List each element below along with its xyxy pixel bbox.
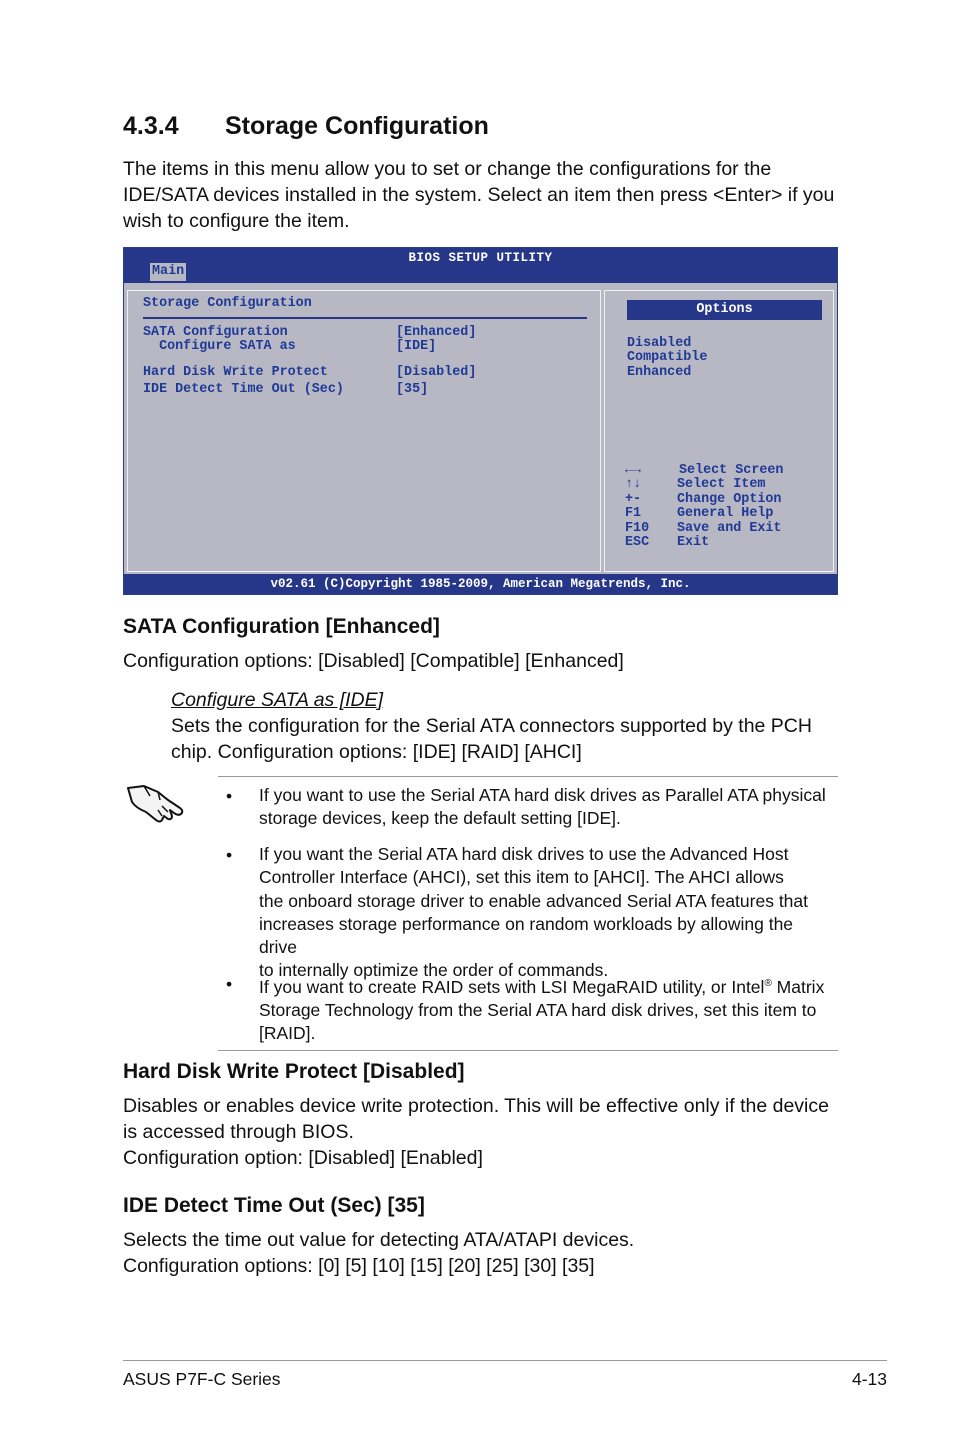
configure-sata-line: chip. Configuration options: [IDE] [RAID] [AHCI] [171, 741, 582, 763]
hdwp-line: is accessed through BIOS. [123, 1121, 354, 1143]
note-line: increases storage performance on random workloads by allowing the drive [259, 913, 794, 958]
bios-key-f1: F1 [625, 506, 642, 521]
note-bullet: • [226, 845, 233, 865]
footer-rule [123, 1360, 887, 1361]
bios-key-action: Select Screen [679, 463, 784, 478]
ide-timeout-line: Selects the time out value for detecting ATA/ATAPI devices. [123, 1229, 635, 1251]
bios-copyright-footer: v02.61 (C)Copyright 1985-2009, American Megatrends, Inc. [124, 574, 837, 594]
registered-mark: ® [764, 978, 772, 989]
bios-key-action: Select Item [677, 477, 766, 492]
hdwp-line: Configuration option: [Disabled] [Enabled] [123, 1147, 483, 1169]
note-line: [RAID]. [259, 1023, 316, 1044]
note-line: the onboard storage driver to enable advanced Serial ATA features that [259, 890, 809, 911]
bios-item-sata-configuration[interactable]: SATA Configuration [143, 325, 288, 340]
bios-tab-main[interactable]: Main [152, 264, 185, 279]
ide-timeout-heading: IDE Detect Time Out (Sec) [35] [123, 1194, 425, 1217]
bios-key-f10: F10 [625, 521, 650, 536]
configure-sata-heading: Configure SATA as [IDE] [171, 689, 384, 711]
bios-key-action: Change Option [677, 492, 782, 507]
hdwp-line: Disables or enables device write protection. This will be effective only if the device [123, 1095, 829, 1117]
intro-line: IDE/SATA devices installed in the system. Select an item then press <Enter> if you [123, 184, 835, 206]
bios-help-panel [604, 290, 834, 572]
bios-value-hard-disk-write-protect[interactable]: [Disabled] [396, 365, 477, 380]
hdwp-heading: Hard Disk Write Protect [Disabled] [123, 1060, 465, 1083]
footer-product: ASUS P7F-C Series [123, 1369, 281, 1389]
bios-option-enhanced[interactable]: Enhanced [627, 365, 692, 380]
note-line: Storage Technology from the Serial ATA hard disk drives, set this item to [259, 1000, 817, 1021]
bios-options-header: Options [627, 300, 822, 320]
hdwp-paragraph [123, 1093, 829, 1171]
bios-top-bar [124, 248, 837, 283]
note-line: Matrix [771, 976, 825, 997]
bios-title: BIOS SETUP UTILITY [408, 251, 553, 265]
bios-item-configure-sata-as[interactable]: Configure SATA as [143, 339, 296, 354]
intro-line: wish to configure the item. [123, 210, 350, 232]
bios-item-hard-disk-write-protect[interactable]: Hard Disk Write Protect [143, 365, 328, 380]
section-heading [123, 112, 489, 141]
bios-panel-title: Storage Configuration [143, 296, 312, 311]
bios-key-arrows-lr: ←→ [625, 463, 642, 478]
bios-item-ide-detect-time-out[interactable]: IDE Detect Time Out (Sec) [143, 382, 344, 397]
note-bullet: • [226, 786, 233, 806]
note-item-ide [259, 784, 834, 831]
ide-timeout-paragraph [123, 1227, 634, 1279]
bios-key-plus-minus: +- [625, 492, 642, 507]
bios-key-action: Save and Exit [677, 521, 782, 536]
section-number: 4.3.4 [123, 112, 179, 140]
section-title: Storage Configuration [225, 112, 489, 140]
note-line: storage devices, keep the default setting [IDE]. [259, 808, 621, 829]
note-line: If you want the Serial ATA hard disk drives to use the Advanced Host [259, 844, 789, 864]
bios-panel-divider [143, 317, 587, 319]
intro-line: The items in this menu allow you to set or change the configurations for the [123, 158, 772, 180]
bios-option-disabled[interactable]: Disabled [627, 336, 692, 351]
note-item-raid [259, 972, 834, 1046]
intro-paragraph [123, 156, 834, 234]
note-line: If you want to create RAID sets with LSI MegaRAID utility, or Intel [259, 976, 765, 997]
bios-option-compatible[interactable]: Compatible [627, 350, 708, 365]
note-top-rule [218, 776, 838, 777]
bios-value-sata-configuration[interactable]: [Enhanced] [396, 325, 477, 340]
bios-settings-panel [127, 290, 601, 572]
sata-config-heading: SATA Configuration [Enhanced] [123, 615, 440, 638]
bios-key-arrows-ud: ↑↓ [625, 477, 642, 492]
bios-key-action: General Help [677, 506, 774, 521]
configure-sata-line: Sets the configuration for the Serial ATA connectors supported by the PCH [171, 715, 812, 737]
note-bullet: • [226, 974, 233, 994]
note-bottom-rule [218, 1050, 838, 1051]
hand-pointing-icon [124, 778, 188, 826]
note-line: to internally optimize the order of commands. [259, 960, 609, 981]
note-line: If you want to use the Serial ATA hard disk drives as Parallel ATA physical [259, 785, 826, 805]
bios-value-configure-sata-as[interactable]: [IDE] [396, 339, 437, 354]
bios-key-esc: ESC [625, 535, 650, 550]
footer-page-number: 4-13 [851, 1369, 887, 1389]
ide-timeout-line: Configuration options: [0] [5] [10] [15] [20] [25] [30] [35] [123, 1255, 595, 1277]
bios-key-action: Exit [677, 535, 710, 550]
bios-value-ide-detect-time-out[interactable]: [35] [396, 382, 429, 397]
note-item-ahci [259, 843, 834, 983]
sata-config-options: Configuration options: [Disabled] [Compatible] [Enhanced] [123, 650, 624, 672]
note-line: Controller Interface (AHCI), set this item to [AHCI]. The AHCI allows [259, 867, 784, 888]
bios-screen [123, 247, 838, 595]
